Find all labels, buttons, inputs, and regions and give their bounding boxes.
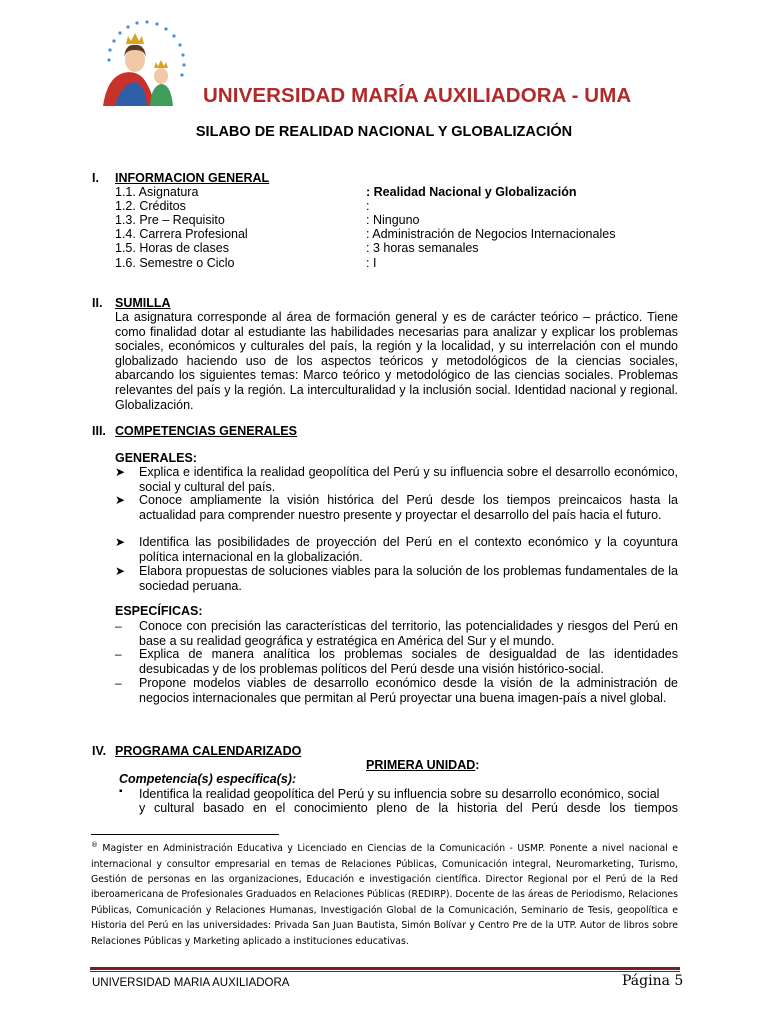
university-logo bbox=[95, 18, 195, 108]
document-title: SILABO DE REALIDAD NACIONAL Y GLOBALIZACIÓN bbox=[195, 124, 573, 140]
info-value: : 3 horas semanales bbox=[366, 241, 479, 255]
section-title-competencias: COMPETENCIAS GENERALES bbox=[115, 424, 297, 438]
footer-page-number: Página 5 bbox=[622, 973, 684, 989]
especificas-heading: ESPECÍFICAS: bbox=[115, 604, 203, 618]
square-bullet-marker: ▪ bbox=[119, 786, 123, 797]
bullet-marker: ➤ bbox=[115, 535, 126, 549]
info-value: : Ninguno bbox=[366, 213, 420, 227]
unit-title bbox=[366, 758, 479, 773]
bullet-marker: ➤ bbox=[115, 564, 126, 578]
section-number: IV. bbox=[92, 744, 107, 758]
generales-item: Identifica las posibilidades de proyección del Perú en el contexto económico y la coyuntura política internacional en la globalización. bbox=[139, 535, 678, 564]
section-number: II. bbox=[92, 296, 103, 310]
generales-heading: GENERALES: bbox=[115, 451, 197, 465]
footer-rule-thick bbox=[90, 967, 680, 970]
footnote-marker: ® bbox=[91, 841, 98, 849]
footnote-divider bbox=[91, 834, 279, 835]
info-value: : I bbox=[366, 256, 377, 270]
section-number: III. bbox=[92, 424, 106, 438]
section-title-programa: PROGRAMA CALENDARIZADO bbox=[115, 744, 302, 758]
footnote-text: Magister en Administración Educativa y Licenciado en Ciencias de la Comunicación - USMP. Ponente a nivel nacional e internacional y consultor empresarial en temas de Relaciones Públicas, Comunicación integral, Neuromarketing, Turismo, Gestión de personas en las organizaciones, Educación e investigación científica. Director Regional por el Perú de la Red iberoamericana de Profesionales Graduados en Relaciones Públicas (REDIRP). Docente de las áreas de Periodismo, Relaciones Públicas, Comunicación y Relaciones Humanas, Investigación Global de la Comunicación, Seminario de Tesis, geopolítica e Historia del Perú en las universidades: Privada San Juan Bautista, Simón Bolívar y Centro Pre de la UTP. Autor de libros sobre Relaciones Públicas y Marketing aplicado a instituciones educativas. bbox=[91, 843, 678, 947]
section-title-sumilla: SUMILLA bbox=[115, 296, 171, 310]
unit-title-colon: : bbox=[475, 758, 480, 772]
footnote bbox=[91, 838, 678, 949]
university-title: UNIVERSIDAD MARÍA AUXILIADORA - UMA bbox=[203, 84, 632, 107]
section-number: I. bbox=[92, 171, 99, 185]
section-title-informacion-general: INFORMACION GENERAL bbox=[115, 171, 270, 185]
generales-item: Elabora propuestas de soluciones viables para la solución de los problemas fundamentales de la sociedad peruana. bbox=[139, 564, 678, 593]
sumilla-text: La asignatura corresponde al área de formación general y es de carácter teórico – práctico. Tiene como finalidad dotar al estudiante las habilidades necesarias para analizar y explicar los problemas sociales, económicos y culturales del país, la región y la localidad, y su interrelación con el mundo globalizado haciendo uso de los aspectos teóricos y metodológicos de la ciencias sociales, abarcando los siguientes temas: Marco teórico y metodológico de las ciencias sociales. Problemas relevantes del país y la región. La interculturalidad y la inclusión social. Identidad nacional y regional. Globalización. bbox=[115, 310, 678, 412]
bullet-marker: ➤ bbox=[115, 493, 126, 507]
generales-item: Conoce ampliamente la visión histórica del Perú desde los tiempos preincaicos hasta la actualidad para comprender nuestro presente y proyectar el desarrollo del país hacia el futuro. bbox=[139, 493, 678, 522]
info-value: : Realidad Nacional y Globalización bbox=[366, 185, 577, 199]
info-value: : Administración de Negocios Internacionales bbox=[366, 227, 616, 241]
info-label: 1.1. Asignatura bbox=[115, 185, 199, 199]
especificas-item: Propone modelos viables de desarrollo económico desde la visión de la administración de negocios internacionales que permitan al Perú proyectar una buena imagen-país a nivel global. bbox=[139, 676, 678, 705]
footer-rule-thin bbox=[90, 971, 680, 972]
info-label: 1.3. Pre – Requisito bbox=[115, 213, 225, 227]
info-label: 1.5. Horas de clases bbox=[115, 241, 229, 255]
info-label: 1.4. Carrera Profesional bbox=[115, 227, 248, 241]
especificas-item: Explica de manera analítica los problemas sociales de desigualdad de las identidades desubicadas y de los problemas políticos del Perú desde una visión histórico-social. bbox=[139, 647, 678, 676]
generales-item: Explica e identifica la realidad geopolítica del Perú y su influencia sobre el desarrollo económico, social y cultural del país. bbox=[139, 465, 678, 494]
dash-marker: – bbox=[115, 676, 122, 690]
competencia-label: Competencia(s) específica(s): bbox=[119, 772, 297, 786]
info-label: 1.2. Créditos bbox=[115, 199, 186, 213]
competencia-item-line1: Identifica la realidad geopolítica del Perú y su influencia sobre su desarrollo económico, social bbox=[139, 787, 660, 801]
dash-marker: – bbox=[115, 619, 122, 633]
competencia-item-line2: y cultural basado en el conocimiento pleno de la historia del Perú desde los tiempos bbox=[139, 801, 678, 815]
dash-marker: – bbox=[115, 647, 122, 661]
especificas-item: Conoce con precisión las características del territorio, las potencialidades y riesgos del Perú en base a su realidad geográfica y estratégica en América del Sur y el mundo. bbox=[139, 619, 678, 648]
footer-university-name: UNIVERSIDAD MARIA AUXILIADORA bbox=[92, 977, 290, 989]
info-value: : bbox=[366, 199, 370, 213]
info-label: 1.6. Semestre o Ciclo bbox=[115, 256, 235, 270]
unit-title-text: PRIMERA UNIDAD bbox=[366, 758, 476, 772]
bullet-marker: ➤ bbox=[115, 465, 126, 479]
